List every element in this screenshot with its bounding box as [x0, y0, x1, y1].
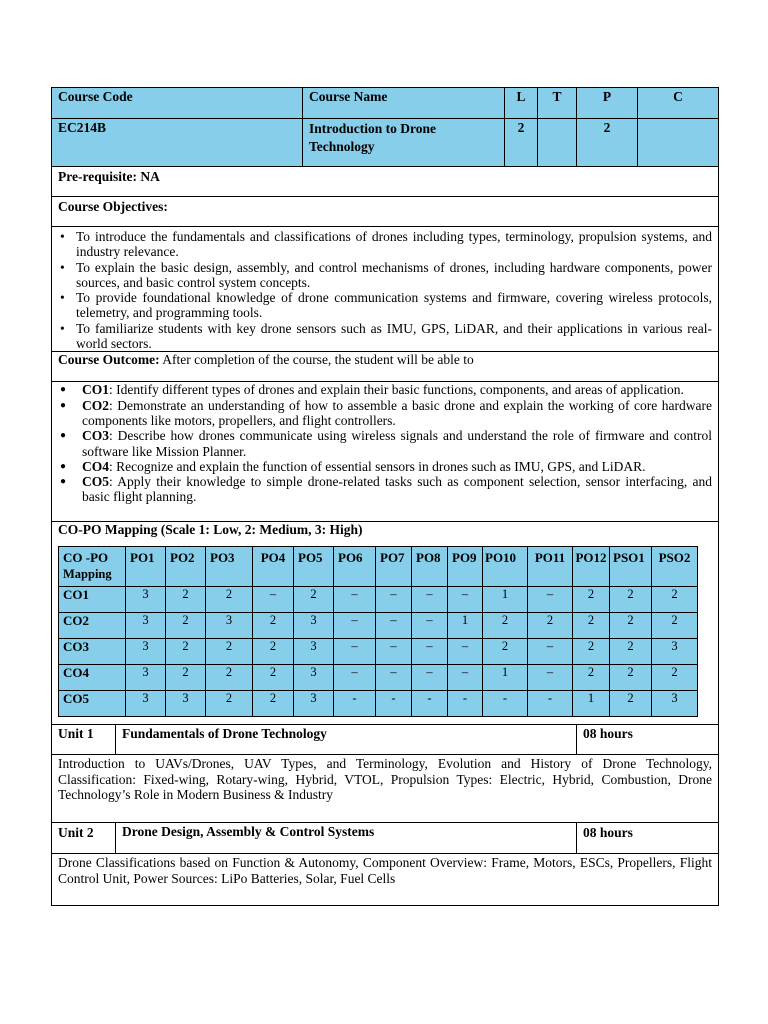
mapping-cell-value: 2	[610, 587, 652, 613]
mapping-cell-value: -	[448, 691, 483, 717]
mapping-cell-value: –	[448, 665, 483, 691]
mapping-cell-value: 3	[126, 691, 166, 717]
c-label: C	[638, 88, 719, 119]
mapping-col-header: PO1	[126, 547, 166, 587]
mapping-row	[59, 587, 698, 613]
l-value: 2	[505, 119, 538, 167]
mapping-cell-value: 3	[206, 613, 253, 639]
mapping-cell-value: –	[253, 587, 294, 613]
mapping-cell-value: 2	[483, 613, 528, 639]
mapping-col-header: PSO1	[610, 547, 652, 587]
mapping-cell-value: 3	[126, 587, 166, 613]
objective-item: • To familiarize students with key drone sensors such as IMU, GPS, LiDAR, and their applications in various real-world sectors.	[76, 321, 712, 352]
mapping-col-header: PO10	[483, 547, 528, 587]
outcome-code: CO3	[82, 428, 109, 444]
mapping-cell-value: 1	[483, 665, 528, 691]
mapping-cell-value: 2	[652, 665, 698, 691]
outcome-text: : Recognize and explain the function of essential sensors in drones such as IMU, GPS, and LiDAR.	[109, 458, 646, 474]
mapping-cell-value: –	[376, 665, 412, 691]
outcome-text: : Identify different types of drones and explain their basic functions, components, and areas of application.	[109, 382, 684, 398]
mapping-cell-value: 2	[573, 639, 610, 665]
mapping-cell-value: –	[334, 613, 376, 639]
mapping-cell-value: 1	[448, 613, 483, 639]
mapping-cell-value: 2	[652, 587, 698, 613]
mapping-cell-value: 3	[126, 613, 166, 639]
mapping-cell-value: –	[528, 665, 573, 691]
mapping-header-row	[59, 547, 698, 587]
outcome-code: CO1	[82, 382, 109, 398]
mapping-cell-value: 3	[166, 691, 206, 717]
l-label: L	[505, 88, 538, 119]
mapping-col-header: PO3	[206, 547, 253, 587]
mapping-cell-value: 1	[573, 691, 610, 717]
mapping-row-label: CO5	[59, 691, 126, 717]
p-value: 2	[577, 119, 638, 167]
mapping-body	[59, 587, 698, 717]
mapping-cell-value: 2	[253, 665, 294, 691]
mapping-row	[59, 665, 698, 691]
corner-line: CO -PO	[63, 550, 109, 566]
mapping-cell-value: 3	[126, 639, 166, 665]
course-row	[52, 119, 719, 167]
mapping-cell-value: 2	[206, 691, 253, 717]
mapping-cell-value: 2	[610, 665, 652, 691]
mapping-cell-value: –	[334, 587, 376, 613]
mapping-cell-value: 2	[206, 587, 253, 613]
mapping-cell-value: 3	[294, 665, 334, 691]
mapping-cell-value: –	[412, 639, 448, 665]
mapping-corner	[59, 547, 126, 587]
mapping-cell-value: 3	[126, 665, 166, 691]
mapping-cell-value: 2	[610, 639, 652, 665]
course-code-label: Course Code	[52, 88, 303, 119]
mapping-cell-value: -	[483, 691, 528, 717]
mapping-row-label: CO3	[59, 639, 126, 665]
corner-line: Mapping	[63, 567, 112, 582]
mapping-cell-value: 2	[573, 613, 610, 639]
mapping-col-header: PO7	[376, 547, 412, 587]
mapping-cell-value: –	[448, 587, 483, 613]
mapping-cell-value: –	[412, 613, 448, 639]
mapping-row-label: CO4	[59, 665, 126, 691]
p-label: P	[577, 88, 638, 119]
mapping-cell-value: -	[376, 691, 412, 717]
objectives-list	[58, 229, 712, 351]
mapping-cell-value: –	[412, 587, 448, 613]
outcome-item	[82, 428, 712, 459]
unit-content: Drone Classifications based on Function & Autonomy, Component Overview: Frame, Motors, ESCs, Propellers, Flight Control Unit, Power Sources: LiPo Batteries, Solar, Fuel Cells	[52, 854, 719, 906]
mapping-cell-value: 3	[652, 691, 698, 717]
mapping-cell-value: 2	[528, 613, 573, 639]
mapping-cell-value: 2	[573, 587, 610, 613]
mapping-cell-value: –	[448, 639, 483, 665]
mapping-cell-value: 2	[483, 639, 528, 665]
prerequisite: Pre-requisite: NA	[52, 167, 719, 197]
objective-item: • To provide foundational knowledge of drone communication systems and firmware, covering wireless protocols, telemetry, and programming tools.	[76, 290, 712, 321]
mapping-cell-value: 2	[206, 665, 253, 691]
outcome-text: : Demonstrate an understanding of how to assemble a basic drone and explain the working of core hardware components like motors, propellers, and flight controllers.	[82, 397, 712, 428]
mapping-col-header: PO6	[334, 547, 376, 587]
course-name: Introduction to Drone Technology	[303, 119, 505, 167]
mapping-row	[59, 691, 698, 717]
course-code: EC214B	[52, 119, 303, 167]
mapping-cell-value: 2	[166, 613, 206, 639]
unit-title: Fundamentals of Drone Technology	[116, 725, 577, 755]
mapping-row-label: CO1	[59, 587, 126, 613]
mapping-cell-value: –	[376, 639, 412, 665]
mapping-title: CO-PO Mapping (Scale 1: Low, 2: Medium, 3: High)	[58, 522, 363, 538]
mapping-cell-value: 2	[610, 613, 652, 639]
unit-label: Unit 1	[52, 725, 116, 755]
t-label: T	[538, 88, 577, 119]
outcome-code: CO4	[82, 458, 109, 474]
objective-item: • To introduce the fundamentals and classifications of drones including types, terminology, propulsion systems, and industry relevance.	[76, 229, 712, 260]
c-value	[638, 119, 719, 167]
outcome-text: : Describe how drones communicate using wireless signals and understand the role of firmware and control software like Mission Planner.	[82, 428, 712, 459]
mapping-cell-value: 3	[652, 639, 698, 665]
mapping-cell-value: –	[528, 587, 573, 613]
mapping-cell-value: –	[528, 639, 573, 665]
mapping-cell-value: 2	[253, 639, 294, 665]
outcome-text: : Apply their knowledge to simple drone-related tasks such as component selection, sensor interfacing, and basic flight planning.	[82, 474, 712, 505]
outcome-item	[82, 459, 712, 474]
mapping-cell-value: 2	[253, 613, 294, 639]
mapping-cell-value: 2	[610, 691, 652, 717]
mapping-cell-value: –	[376, 613, 412, 639]
unit-hours: 08 hours	[577, 823, 719, 854]
mapping-col-header: PO9	[448, 547, 483, 587]
mapping-col-header: PO2	[166, 547, 206, 587]
outcomes-cell	[52, 382, 719, 522]
mapping-col-header: PO8	[412, 547, 448, 587]
unit-title: Drone Design, Assembly & Control Systems	[116, 823, 577, 854]
mapping-cell-value: 2	[206, 639, 253, 665]
outcome-item	[82, 474, 712, 505]
mapping-col-header: PSO2	[652, 547, 698, 587]
mapping-row	[59, 613, 698, 639]
mapping-cell-value: 2	[573, 665, 610, 691]
course-table	[51, 87, 719, 906]
objectives-title: Course Objectives:	[52, 197, 719, 227]
mapping-col-header: PO11	[528, 547, 573, 587]
mapping-cell-value: –	[334, 639, 376, 665]
mapping-cell-value: –	[376, 587, 412, 613]
mapping-cell-value: 2	[166, 639, 206, 665]
mapping-col-header: PO5	[294, 547, 334, 587]
course-outcome-intro	[52, 352, 719, 382]
mapping-cell-value: 2	[294, 587, 334, 613]
mapping-cell-value: 2	[166, 665, 206, 691]
mapping-cell	[52, 522, 719, 725]
unit-row	[52, 823, 719, 854]
mapping-cell-value: 3	[294, 639, 334, 665]
unit-label: Unit 2	[52, 823, 116, 854]
unit-content: Introduction to UAVs/Drones, UAV Types, and Terminology, Evolution and History of Drone Technology, Classification: Fixed-wing, Rotary-wing, Hybrid, VTOL, Propulsion Types: Electric, Hybrid, Combustion, Drone Technology’s Role in Modern Business & Industry	[52, 755, 719, 823]
mapping-cell-value: -	[412, 691, 448, 717]
course-outcome-label: Course Outcome:	[58, 352, 160, 368]
outcome-item	[82, 382, 712, 397]
t-value	[538, 119, 577, 167]
mapping-col-header: PO12	[573, 547, 610, 587]
mapping-row-label: CO2	[59, 613, 126, 639]
unit-row	[52, 725, 719, 755]
outcomes-list	[58, 382, 712, 504]
mapping-cell-value: -	[528, 691, 573, 717]
course-outcome-text: After completion of the course, the student will be able to	[159, 352, 474, 368]
unit-hours: 08 hours	[577, 725, 719, 755]
outcome-item	[82, 398, 712, 429]
outcome-code: CO2	[82, 397, 109, 413]
mapping-row	[59, 639, 698, 665]
mapping-cell-value: 1	[483, 587, 528, 613]
mapping-cell-value: 3	[294, 613, 334, 639]
course-name-label: Course Name	[303, 88, 505, 119]
mapping-cell-value: –	[334, 665, 376, 691]
objective-item: • To explain the basic design, assembly, and control mechanisms of drones, including hardware components, power sources, and basic control system concepts.	[76, 260, 712, 291]
objectives-cell	[52, 227, 719, 352]
header-row	[52, 88, 719, 119]
mapping-cell-value: -	[334, 691, 376, 717]
co-po-mapping-table	[58, 546, 698, 717]
mapping-cell-value: 2	[253, 691, 294, 717]
mapping-cell-value: –	[412, 665, 448, 691]
course-document	[51, 87, 718, 906]
mapping-cell-value: 2	[652, 613, 698, 639]
mapping-cell-value: 3	[294, 691, 334, 717]
mapping-cell-value: 2	[166, 587, 206, 613]
mapping-col-header: PO4	[253, 547, 294, 587]
outcome-code: CO5	[82, 474, 109, 490]
